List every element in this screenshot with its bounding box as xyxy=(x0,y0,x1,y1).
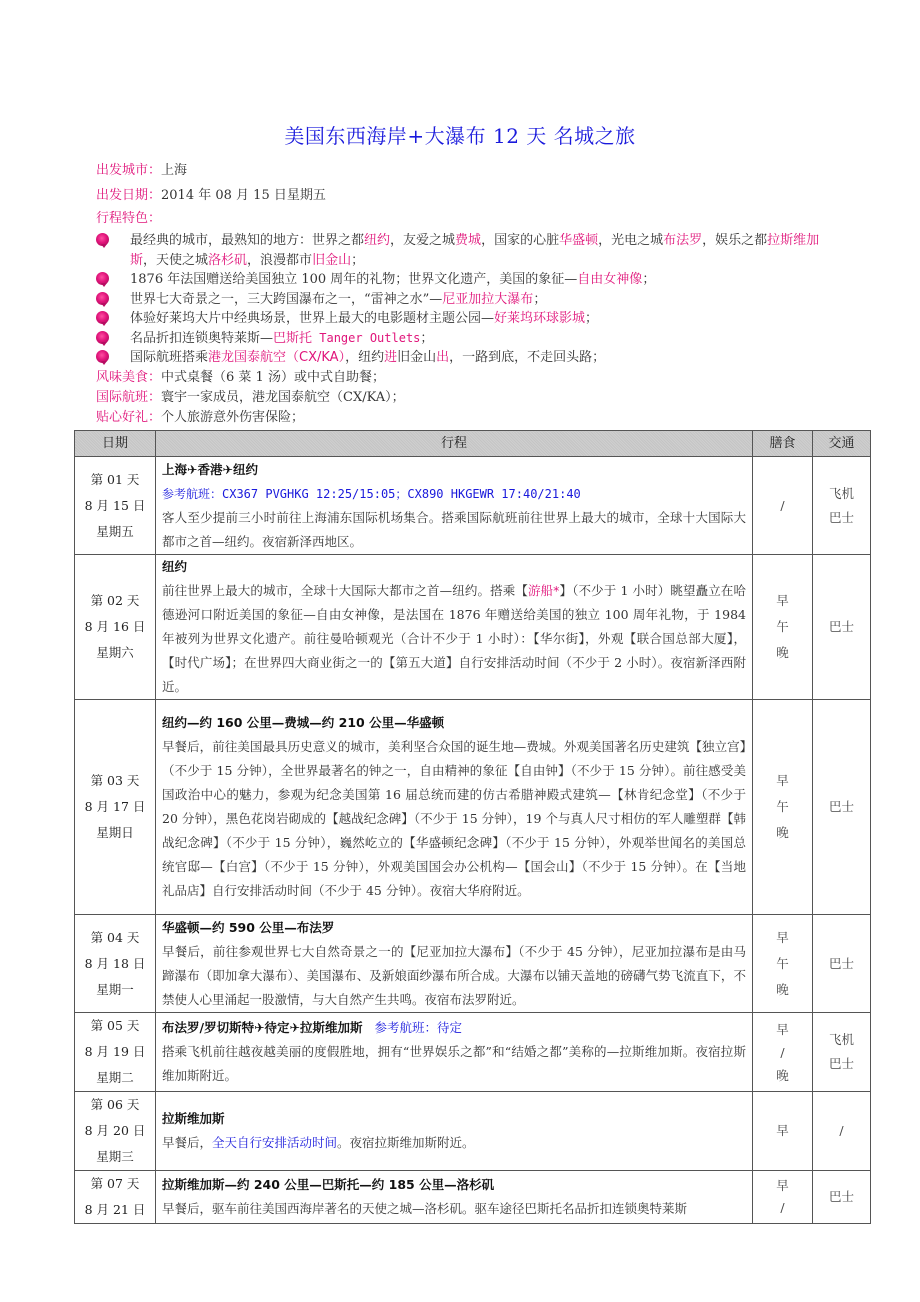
header-transport: 交通 xyxy=(813,431,871,457)
feature-item: 最经典的城市，最熟知的地方：世界之都纽约，友爱之城费城，国家的心脏华盛顿，光电之城布法罗，娱乐之都拉斯维加斯，天使之城洛杉矶，浪漫都市旧金山； xyxy=(96,231,836,270)
feature-item: 世界七大奇景之一，三大跨国瀑布之一，“雷神之水”—尼亚加拉大瀑布； xyxy=(96,290,836,310)
itinerary-cell xyxy=(156,1171,753,1224)
transport-cell: 巴士 xyxy=(813,555,871,700)
airline-line xyxy=(96,388,405,408)
day-description: 早餐后，前往参观世界七大自然奇景之一的【尼亚加拉大瀑布】（不少于 45 分钟），尼亚加拉瀑布是由马蹄瀑布（即加拿大瀑布）、美国瀑布、及新娘面纱瀑布所合成。大瀑布以铺天盖地的磅礴气势飞流直下，不禁使人心里涌起一股激情，与大自然产生共鸣。夜宿布法罗附近。 xyxy=(162,943,746,1007)
meals-cell: 早 午 晚 xyxy=(753,915,813,1013)
feature-item: 国际航班搭乘港龙国泰航空（CX/KA），纽约进旧金山出，一路到底，不走回头路； xyxy=(96,348,836,368)
route-title: 纽约 xyxy=(162,559,188,574)
transport-cell: / xyxy=(813,1092,871,1171)
header-itinerary: 行程 xyxy=(156,431,753,457)
feature-item: 名品折扣连锁奥特莱斯—巴斯托 Tanger Outlets； xyxy=(96,329,836,349)
departure-city-line xyxy=(96,161,187,181)
meals-cell: 早 xyxy=(753,1092,813,1171)
itinerary-table xyxy=(74,430,871,1224)
table-row xyxy=(75,1013,871,1092)
cuisine-line xyxy=(96,368,385,388)
departure-city-label: 出发城市： xyxy=(96,163,162,178)
day-cell: 第 01 天 8 月 15 日 星期五 xyxy=(75,457,156,555)
meals-cell: 早 午 晚 xyxy=(753,555,813,700)
day-cell: 第 05 天 8 月 19 日 星期二 xyxy=(75,1013,156,1092)
speech-bubble-bullet-icon xyxy=(96,272,109,285)
day-description: 早餐后，前往美国最具历史意义的城市，美利坚合众国的诞生地—费城。外观美国著名历史建筑【独立宫】（不少于 15 分钟），全世界最著名的钟之一，自由精神的象征【自由钟】（不少于 15 分钟）。前往感受美国政治中心的魅力，参观为纪念美国第 16 届总统而建的仿古希腊神殿式建筑—【林肯纪念堂】（不少于 20 分钟），黑色花岗岩砌成的【越战纪念碑】（不少于 15 分钟），19 个与真人尺寸相仿的军人雕塑群【韩战纪念碑】（不少于 15 分钟），巍然屹立的【华盛顿纪念碑】（不少于 15 分钟），外观举世闻名的美国总统官邸—【白宫】（不少于 15 分钟），外观美国国会办公机构—【国会山】（不少于 15 分钟）。在【当地礼品店】自行安排活动时间（不少于 45 分钟）。夜宿大华府附近。 xyxy=(162,739,746,898)
departure-date-label: 出发日期： xyxy=(96,188,162,203)
itinerary-cell xyxy=(156,457,753,555)
day-description: 客人至少提前三小时前往上海浦东国际机场集合。搭乘国际航班前往世界上最大的城市，全球十大国际大都市之首—纽约。夜宿新泽西地区。 xyxy=(162,509,746,549)
speech-bubble-bullet-icon xyxy=(96,292,109,305)
flight-info: 参考航班：待定 xyxy=(374,1020,462,1035)
airline-label: 国际航班： xyxy=(96,390,162,405)
itinerary-cell xyxy=(156,1013,753,1092)
speech-bubble-bullet-icon xyxy=(96,331,109,344)
day-cell: 第 04 天 8 月 18 日 星期一 xyxy=(75,915,156,1013)
header-meals: 膳食 xyxy=(753,431,813,457)
transport-cell: 飞机 巴士 xyxy=(813,457,871,555)
route-title: 拉斯维加斯—约 240 公里—巴斯托—约 185 公里—洛杉矶 xyxy=(162,1177,495,1192)
route-title: 纽约—约 160 公里—费城—约 210 公里—华盛顿 xyxy=(162,715,445,730)
transport-cell: 巴士 xyxy=(813,700,871,915)
itinerary-cell xyxy=(156,555,753,700)
table-row xyxy=(75,915,871,1013)
gift-value: 个人旅游意外伤害保险； xyxy=(161,410,305,425)
table-row xyxy=(75,555,871,700)
header-date: 日期 xyxy=(75,431,156,457)
feature-item: 体验好莱坞大片中经典场景，世界上最大的电影题材主题公园—好莱坞环球影城； xyxy=(96,309,836,329)
route-line xyxy=(162,1016,746,1040)
speech-bubble-bullet-icon xyxy=(96,311,109,324)
itinerary-cell xyxy=(156,915,753,1013)
route-title: 华盛顿—约 590 公里—布法罗 xyxy=(162,919,335,935)
features-label: 行程特色： xyxy=(96,211,162,226)
page-title: 美国东西海岸+大瀑布 12 天 名城之旅 xyxy=(284,124,636,148)
day-cell: 第 02 天 8 月 16 日 星期六 xyxy=(75,555,156,700)
meals-cell: / xyxy=(753,457,813,555)
departure-date-value: 2014 年 08 月 15 日星期五 xyxy=(161,188,326,203)
route-title: 布法罗/罗切斯特✈待定✈拉斯维加斯 xyxy=(162,1020,363,1035)
cuisine-label: 风味美食： xyxy=(96,370,162,385)
table-row xyxy=(75,457,871,555)
day-description: 搭乘飞机前往越夜越美丽的度假胜地，拥有“世界娱乐之都”和“结婚之都”美称的—拉斯维加斯。夜宿拉斯维加斯附近。 xyxy=(162,1044,746,1083)
cuisine-value: 中式桌餐（6 菜 1 汤）或中式自助餐； xyxy=(161,370,385,385)
gift-label: 贴心好礼： xyxy=(96,410,162,425)
route-title: 拉斯维加斯 xyxy=(162,1111,225,1126)
feature-item: 1876 年法国赠送给美国独立 100 周年的礼物；世界文化遗产，美国的象征—自由女神像； xyxy=(96,270,836,290)
transport-cell: 飞机 巴士 xyxy=(813,1013,871,1092)
speech-bubble-bullet-icon xyxy=(96,233,109,246)
day-description: 早餐后，驱车前往美国西海岸著名的天使之城—洛杉矶。驱车途径巴斯托名品折扣连锁奥特莱斯 xyxy=(162,1201,688,1216)
gift-line xyxy=(96,408,304,428)
day-cell: 第 03 天 8 月 17 日 星期日 xyxy=(75,700,156,915)
meals-cell: 早 午 晚 xyxy=(753,700,813,915)
transport-cell: 巴士 xyxy=(813,1171,871,1224)
table-header-row xyxy=(75,431,871,457)
transport-cell: 巴士 xyxy=(813,915,871,1013)
day-description: 早餐后，全天自行安排活动时间。夜宿拉斯维加斯附近。 xyxy=(162,1135,475,1150)
departure-date-line xyxy=(96,186,326,206)
feature-list xyxy=(96,231,836,368)
speech-bubble-bullet-icon xyxy=(96,350,109,363)
departure-city-value: 上海 xyxy=(161,163,188,178)
table-row xyxy=(75,1171,871,1224)
flight-info: 参考航班：CX367 PVGHKG 12:25/15:05；CX890 HKGEWR 17:40/21:40 xyxy=(162,486,581,501)
itinerary-cell xyxy=(156,1092,753,1171)
airline-value: 寰宇一家成员，港龙国泰航空（CX/KA）； xyxy=(161,390,405,405)
day-cell: 第 06 天 8 月 20 日 星期三 xyxy=(75,1092,156,1171)
features-heading xyxy=(96,209,161,229)
table-row xyxy=(75,1092,871,1171)
day-description: 前往世界上最大的城市，全球十大国际大都市之首—纽约。搭乘【游船*】（不少于 1 小时）眺望矗立在哈德逊河口附近美国的象征—自由女神像，是法国在 1876 年赠送给美国的独立 100 周年礼物，于 1984 年被列为世界文化遗产。前往曼哈顿观光（合计不少于 1 小时）：【华尔街】，外观【联合国总部大厦】，【时代广场】；在世界四大商业街之一的【第五大道】自行安排活动时间（不少于 2 小时）。夜宿新泽西附近。 xyxy=(162,583,746,694)
route-title: 上海✈香港✈纽约 xyxy=(162,461,258,477)
day-cell: 第 07 天 8 月 21 日 xyxy=(75,1171,156,1224)
meals-cell: 早 / 晚 xyxy=(753,1013,813,1092)
meals-cell: 早 / xyxy=(753,1171,813,1224)
itinerary-cell xyxy=(156,700,753,915)
table-row xyxy=(75,700,871,915)
